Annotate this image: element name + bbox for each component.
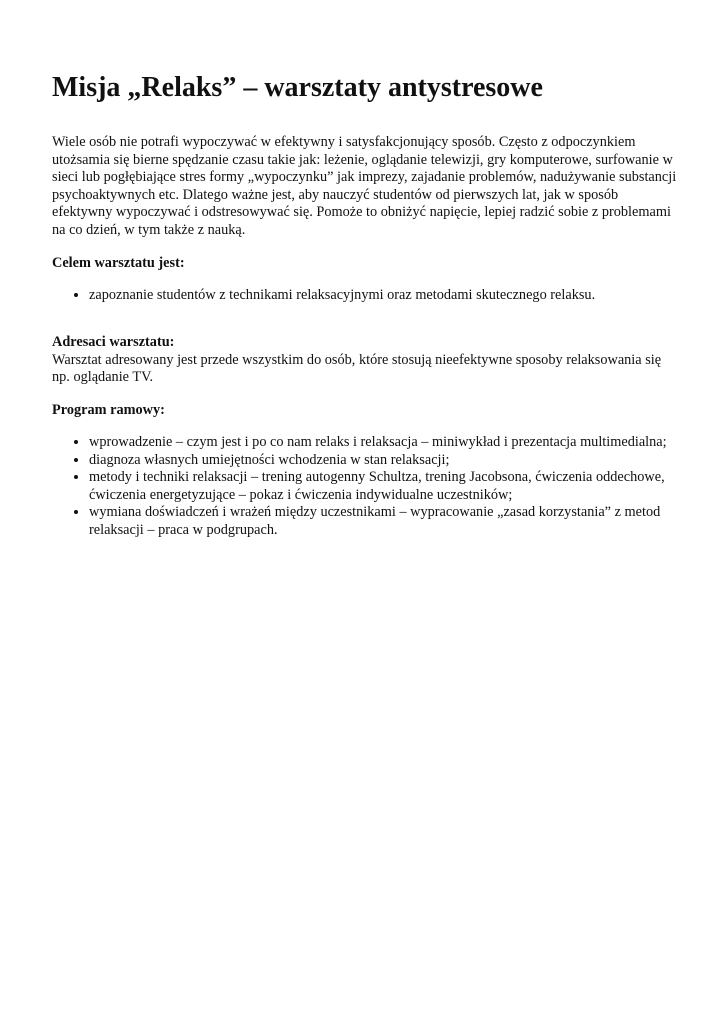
- document-page: [52, 70, 677, 539]
- audience-text: Warsztat adresowany jest przede wszystkim do osób, które stosują nieefektywne sposoby relaksowania się np. oglądanie TV.: [52, 351, 662, 385]
- list-item: • zapoznanie studentów z technikami relaksacyjnymi oraz metodami skutecznego relaksu.: [89, 287, 677, 305]
- page-title: Misja „Relaks” – warsztaty antystresowe: [52, 72, 543, 103]
- list-item: • wprowadzenie – czym jest i po co nam relaks i relaksacja – miniwykład i prezentacja multimedialna;: [89, 434, 677, 452]
- list-item: • metody i techniki relaksacji – trening autogenny Schultza, trening Jacobsona, ćwiczenia oddechowe, ćwiczenia energetyzujące – pokaz i ćwiczenia indywidualne uczestników;: [89, 469, 677, 504]
- list-item: • wymiana doświadczeń i wrażeń między uczestnikami – wypracowanie „zasad korzystania” z metod relaksacji – praca w podgrupach.: [89, 504, 677, 539]
- program-heading: Program ramowy:: [52, 401, 165, 418]
- goal-list: [52, 287, 677, 305]
- list-item: • diagnoza własnych umiejętności wchodzenia w stan relaksacji;: [89, 452, 677, 470]
- intro-paragraph: Wiele osób nie potrafi wypoczywać w efektywny i satysfakcjonujący sposób. Często z odpoczynkiem utożsamia się bierne spędzanie czasu takie jak: leżenie, oglądanie telewizji, gry komputerowe, surfowanie w sieci lub pogłębiające stres formy „wypoczynku” jak imprezy, zajadanie problemów, nadużywanie substancji psychoaktywnych etc. Dlatego ważne jest, aby nauczyć studentów od pierwszych lat, jak w sposób efektywny wypoczywać i odstresowywać się. Pomoże to obniżyć napięcie, lepiej radzić sobie z problemami na co dzień, w tym także z nauką.: [52, 134, 677, 238]
- program-list: [52, 434, 677, 539]
- audience-heading: Adresaci warsztatu:: [52, 334, 175, 350]
- goal-heading: Celem warsztatu jest:: [52, 255, 185, 271]
